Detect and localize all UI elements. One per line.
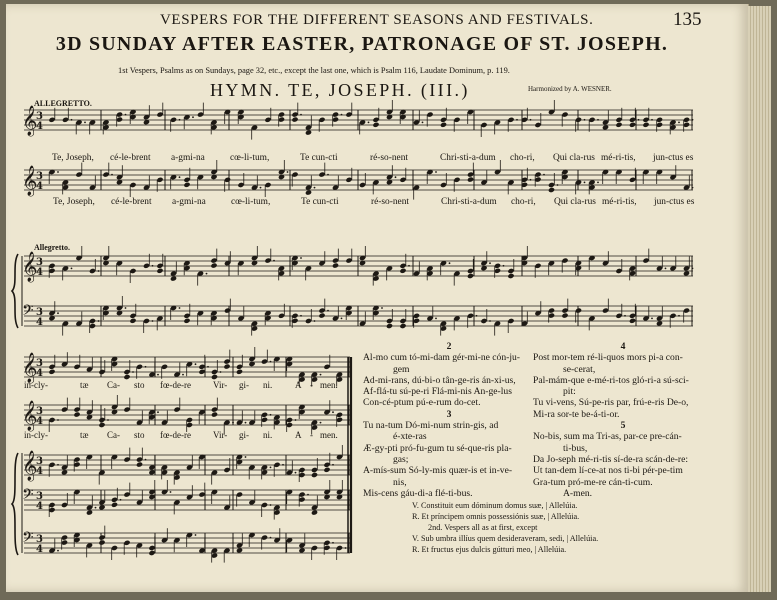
- note-head: [156, 268, 163, 274]
- versicle-line: 2nd. Vespers all as at first, except: [428, 523, 538, 532]
- treble-clef: 𝄞: [22, 252, 38, 282]
- dot: [295, 419, 297, 421]
- lyric-syllable: tæ: [80, 430, 89, 440]
- dot: [489, 320, 491, 322]
- dot: [584, 119, 586, 121]
- tempo-marking-2: Allegretto.: [34, 243, 71, 252]
- lyric-syllable: Qui cla-rus: [554, 197, 596, 207]
- verse-line: pit:: [563, 386, 576, 398]
- lyric-syllable: ni.: [263, 380, 273, 390]
- dot: [145, 366, 147, 368]
- dot: [557, 184, 559, 186]
- harmonizer-credit: Harmonized by A. WESNER.: [528, 85, 612, 93]
- time-signature: 4: [36, 544, 43, 555]
- time-signature: 3: [36, 491, 43, 502]
- note-head: [548, 187, 555, 193]
- verse-line: é-xte-ras: [393, 431, 427, 443]
- dot: [260, 187, 262, 189]
- dot: [381, 307, 383, 309]
- lyric-syllable: mé-ri-tis,: [601, 153, 636, 163]
- verse-line: Æ-gy-pti pró-fu-gum tu sé-que-ris pla-: [363, 442, 512, 454]
- note-head: [136, 462, 143, 468]
- verse-line: nis,: [393, 476, 407, 488]
- note-head: [98, 422, 105, 428]
- time-signature: 3: [36, 358, 43, 369]
- dot: [341, 114, 343, 116]
- verse-line: Af-flá-tu sú-pe-ri Flá-mi-nis An-ge-lus: [363, 386, 512, 398]
- dot: [651, 119, 653, 121]
- page-title: 3D SUNDAY AFTER EASTER, PATRONAGE OF ST. JOSEPH.: [55, 33, 669, 55]
- lyric-syllable: Te cun-cti: [300, 153, 338, 163]
- verse-line: Mis-cens gáu-di-a flé-ti-bus.: [363, 487, 473, 499]
- verse-line: Al-mo cum tó-mi-dam gér-mi-ne cón-ju-: [363, 352, 520, 364]
- time-signature: 4: [36, 317, 43, 328]
- running-title: VESPERS FOR THE DIFFERENT SEASONS AND FESTIVALS.: [160, 12, 594, 28]
- lyric-syllable: sto: [134, 380, 145, 390]
- note-head: [311, 472, 318, 478]
- lyric-syllable: ré-so-nent: [370, 153, 409, 163]
- brace: [12, 254, 18, 328]
- dot: [273, 260, 275, 262]
- bass-clef: 𝄢: [22, 486, 34, 507]
- dot: [678, 122, 680, 124]
- dot: [170, 491, 172, 493]
- dot: [125, 307, 127, 309]
- time-signature: 4: [36, 267, 43, 278]
- verses-left-column: [363, 341, 535, 499]
- lyric-syllable: Vir-: [213, 380, 228, 390]
- lyric-syllable: cœ-li-tum,: [230, 153, 270, 163]
- note-head: [170, 276, 177, 282]
- note-head: [98, 540, 105, 546]
- verses-right-column: [533, 341, 713, 499]
- dot: [665, 268, 667, 270]
- dot: [530, 119, 532, 121]
- dot: [327, 310, 329, 312]
- lyric-syllable: Ca-: [107, 430, 120, 440]
- time-signature: 4: [36, 466, 43, 477]
- verse-line: Con-cé-ptum pú-e-rum do-cet.: [363, 397, 481, 409]
- lyric-syllable: men.: [320, 380, 338, 390]
- verse-line: A-men.: [563, 487, 593, 499]
- dot: [179, 307, 181, 309]
- note-head: [615, 122, 622, 128]
- note-head: [111, 502, 118, 508]
- versicle-line: R. Et príncipem omnis possessiónis suæ, | Allelúia.: [412, 512, 580, 521]
- dot: [232, 422, 234, 424]
- note-head: [129, 318, 136, 324]
- treble-clef: 𝄞: [22, 353, 38, 383]
- dot: [314, 187, 316, 189]
- dot: [516, 119, 518, 121]
- note-head: [323, 467, 330, 473]
- dot: [345, 547, 347, 549]
- note-head: [210, 263, 217, 269]
- versicle-line: R. Et fructus ejus dulcis gútturi meo, | Allelúia.: [412, 545, 567, 554]
- dot: [282, 464, 284, 466]
- lyric-syllable: cœ-li-tum,: [231, 197, 271, 207]
- treble-clef: 𝄞: [22, 401, 38, 431]
- lyric-syllable: sto: [134, 430, 145, 440]
- dot: [320, 374, 322, 376]
- dot: [57, 550, 59, 552]
- time-signature: 4: [36, 416, 43, 427]
- dot: [422, 122, 424, 124]
- dot: [300, 114, 302, 116]
- verse-line: Tu vi-vens, Sú-pe-ris par, frú-e-ris De-o,: [533, 397, 689, 409]
- note-head: [183, 318, 190, 324]
- lyric-syllable: gi-: [239, 430, 249, 440]
- dot: [368, 122, 370, 124]
- dot: [530, 179, 532, 181]
- verse-line: No-bis, sum ma Tri-as, par-ce pre-cán-: [533, 431, 682, 443]
- dot: [489, 262, 491, 264]
- dot: [125, 114, 127, 116]
- dot: [408, 265, 410, 267]
- lyric-syllable: cé-le-brent: [111, 197, 152, 207]
- dot: [71, 119, 73, 121]
- dot: [145, 459, 147, 461]
- dot: [57, 171, 59, 173]
- verse-line: Ad-mi-rans, dú-bi-o tân-ge-ris án-xi-us,: [363, 374, 516, 386]
- lyric-syllable: tæ: [80, 380, 89, 390]
- dot: [132, 371, 134, 373]
- verse-line: Mi-ra sor-te be-á-ti-or.: [533, 408, 620, 420]
- verse-line: se-cerat,: [563, 363, 596, 375]
- dot: [157, 374, 159, 376]
- dot: [195, 534, 197, 536]
- note-head: [629, 122, 636, 128]
- time-signature: 3: [36, 456, 43, 467]
- dot: [57, 312, 59, 314]
- note-head: [211, 412, 218, 418]
- note-head: [467, 273, 474, 279]
- note-head: [332, 263, 339, 269]
- dot: [84, 122, 86, 124]
- dot: [270, 467, 272, 469]
- dot: [245, 456, 247, 458]
- page-number: 135: [673, 9, 702, 30]
- note-head: [305, 130, 312, 136]
- dot: [597, 182, 599, 184]
- lyric-syllable: a-gmi-na: [172, 197, 206, 207]
- dot: [98, 320, 100, 322]
- dot: [207, 366, 209, 368]
- dot: [584, 182, 586, 184]
- dot: [270, 537, 272, 539]
- note-head: [399, 268, 406, 274]
- verse-line: ti-bus,: [563, 442, 588, 454]
- dot: [435, 318, 437, 320]
- verse-line: Gra-tum pró-me-re cán-ti-cum.: [533, 476, 653, 488]
- dot: [435, 171, 437, 173]
- note-head: [223, 364, 230, 370]
- dot: [107, 419, 109, 421]
- dot: [624, 315, 626, 317]
- dot: [332, 411, 334, 413]
- lyric-syllable: -: [310, 380, 313, 390]
- time-signature: 3: [36, 307, 43, 318]
- lyric-syllable: cho-ri,: [510, 153, 535, 163]
- lyric-syllable: ni.: [263, 430, 273, 440]
- note-head: [318, 313, 325, 319]
- lyric-syllable: Te, Joseph,: [53, 197, 95, 207]
- lyric-syllable: Te, Joseph,: [52, 153, 94, 163]
- dot: [295, 472, 297, 474]
- dot: [179, 119, 181, 121]
- verse-line: Tu na-tum Dó-mi-num strin-gis, ad: [363, 420, 499, 432]
- lyric-syllable: men.: [320, 430, 338, 440]
- treble-clef: 𝄞: [22, 166, 38, 196]
- dot: [270, 504, 272, 506]
- verse-line: Pal-mám-que e-mé-ri-tos gló-ri-a sú-sci-: [533, 374, 689, 386]
- dot: [692, 119, 694, 121]
- verse-line: Post mor-tem ré-li-quos mors pi-a con-: [533, 352, 683, 364]
- dot: [270, 414, 272, 416]
- dot: [692, 187, 694, 189]
- dot: [120, 499, 122, 501]
- note-head: [629, 318, 636, 324]
- verse-line: gas;: [393, 453, 409, 465]
- versicles: [412, 500, 598, 555]
- dot: [195, 363, 197, 365]
- verse-number: 5: [620, 420, 626, 432]
- note-head: [183, 182, 190, 188]
- time-signature: 3: [36, 534, 43, 545]
- dot: [98, 270, 100, 272]
- dot: [678, 315, 680, 317]
- dot: [692, 268, 694, 270]
- lyric-syllable: gi-: [239, 380, 249, 390]
- bass-clef: 𝄢: [22, 302, 34, 323]
- note-head: [440, 122, 447, 128]
- note-head: [561, 313, 568, 319]
- bass-clef: 𝄢: [22, 529, 34, 550]
- lyric-syllable: ré-so-nent: [371, 197, 410, 207]
- dot: [245, 422, 247, 424]
- lyric-syllable: Ca-: [107, 380, 120, 390]
- lyric-syllable: in-cly-: [24, 380, 48, 390]
- dot: [95, 507, 97, 509]
- verse-line: Da Jo-seph mé-ri-tis sí-de-ra scán-de-re:: [533, 453, 689, 465]
- note-head: [399, 323, 406, 329]
- dot: [449, 262, 451, 264]
- lyric-syllable: jun-ctus es: [653, 153, 694, 163]
- lyric-syllable: Chri-sti-a-dum: [440, 153, 496, 163]
- note-head: [123, 374, 130, 380]
- dot: [476, 315, 478, 317]
- dot: [503, 265, 505, 267]
- treble-clef: 𝄞: [22, 451, 38, 481]
- lyric-syllable: A: [295, 430, 302, 440]
- dot: [192, 116, 194, 118]
- lyric-syllable: A: [295, 380, 302, 390]
- lyric-syllable: in-cly-: [24, 430, 48, 440]
- lyric-syllable: -: [310, 430, 313, 440]
- lyric-syllable: cé-le-brent: [110, 153, 151, 163]
- dot: [182, 374, 184, 376]
- dot: [287, 171, 289, 173]
- note-head: [48, 369, 55, 375]
- verse-number: 2: [446, 341, 452, 352]
- note-head: [291, 117, 298, 123]
- versicle-line: V. Constituit eum dóminum domus suæ, | Allelúia.: [412, 501, 578, 510]
- time-signature: 4: [36, 181, 43, 192]
- dot: [332, 464, 334, 466]
- verse-number: 4: [620, 341, 626, 352]
- dot: [395, 176, 397, 178]
- lyric-syllable: mé-ri-tis,: [602, 197, 637, 207]
- lyric-syllable: fœ-de-re: [160, 430, 191, 440]
- time-signature: 4: [36, 501, 43, 512]
- note-head: [311, 510, 318, 516]
- dot: [300, 257, 302, 259]
- time-signature: 4: [36, 121, 43, 132]
- time-signature: 3: [36, 171, 43, 182]
- treble-clef: 𝄞: [22, 106, 38, 136]
- note-head: [372, 122, 379, 128]
- dot: [543, 174, 545, 176]
- dot: [57, 464, 59, 466]
- lyric-syllable: Vir-: [213, 430, 228, 440]
- lyric-syllable: Qui cla-rus: [553, 153, 595, 163]
- dot: [300, 315, 302, 317]
- dot: [220, 371, 222, 373]
- vespers-note: 1st Vespers, Psalms as on Sundays, page 32, etc., except the last one, which is Psalm 116, Laudate Dominum, p. 119.: [118, 66, 510, 75]
- dot: [111, 174, 113, 176]
- time-signature: 3: [36, 111, 43, 122]
- time-signature: 4: [36, 368, 43, 379]
- dot: [638, 119, 640, 121]
- verse-line: Ut tan-dem lí-ce-at nos ti-bi pér-pe-tim: [533, 465, 683, 477]
- dot: [179, 176, 181, 178]
- note-head: [305, 190, 312, 196]
- note-head: [507, 273, 514, 279]
- dot: [71, 268, 73, 270]
- dot: [152, 265, 154, 267]
- time-signature: 3: [36, 257, 43, 268]
- note-head: [642, 122, 649, 128]
- verse-line: A-mís-sum Só-ly-mis quær-is et in-ve-: [363, 465, 513, 477]
- lyric-syllable: Te cun-cti: [301, 197, 339, 207]
- time-signature: 3: [36, 406, 43, 417]
- lyric-syllable: fœ-de-re: [160, 380, 191, 390]
- dot: [270, 361, 272, 363]
- note-head: [467, 177, 474, 183]
- dot: [651, 318, 653, 320]
- verse-line: gem: [393, 363, 410, 375]
- note-head: [73, 412, 80, 418]
- hymn-title: HYMN. TE, JOSEPH. (III.): [210, 80, 470, 100]
- tempo-marking-1: ALLEGRETTO.: [34, 99, 92, 108]
- lyric-syllable: a-gmi-na: [171, 153, 205, 163]
- brace: [12, 453, 18, 555]
- versicle-line: V. Sub umbra illíus quem desideraveram, sedi, | Allelúia.: [412, 534, 599, 543]
- dot: [314, 320, 316, 322]
- dot: [307, 494, 309, 496]
- dot: [597, 119, 599, 121]
- verse-number: 3: [446, 408, 452, 420]
- dot: [341, 318, 343, 320]
- dot: [157, 411, 159, 413]
- dot: [327, 174, 329, 176]
- dot: [206, 273, 208, 275]
- dot: [332, 542, 334, 544]
- note-head: [236, 369, 243, 375]
- lyric-syllable: Chri-sti-a-dum: [441, 197, 497, 207]
- dot: [320, 422, 322, 424]
- lyric-syllable: jun-ctus es: [654, 197, 695, 207]
- note-head: [386, 323, 393, 329]
- dot: [57, 419, 59, 421]
- dot: [152, 320, 154, 322]
- note-head: [86, 510, 93, 516]
- lyric-syllable: cho-ri,: [511, 197, 536, 207]
